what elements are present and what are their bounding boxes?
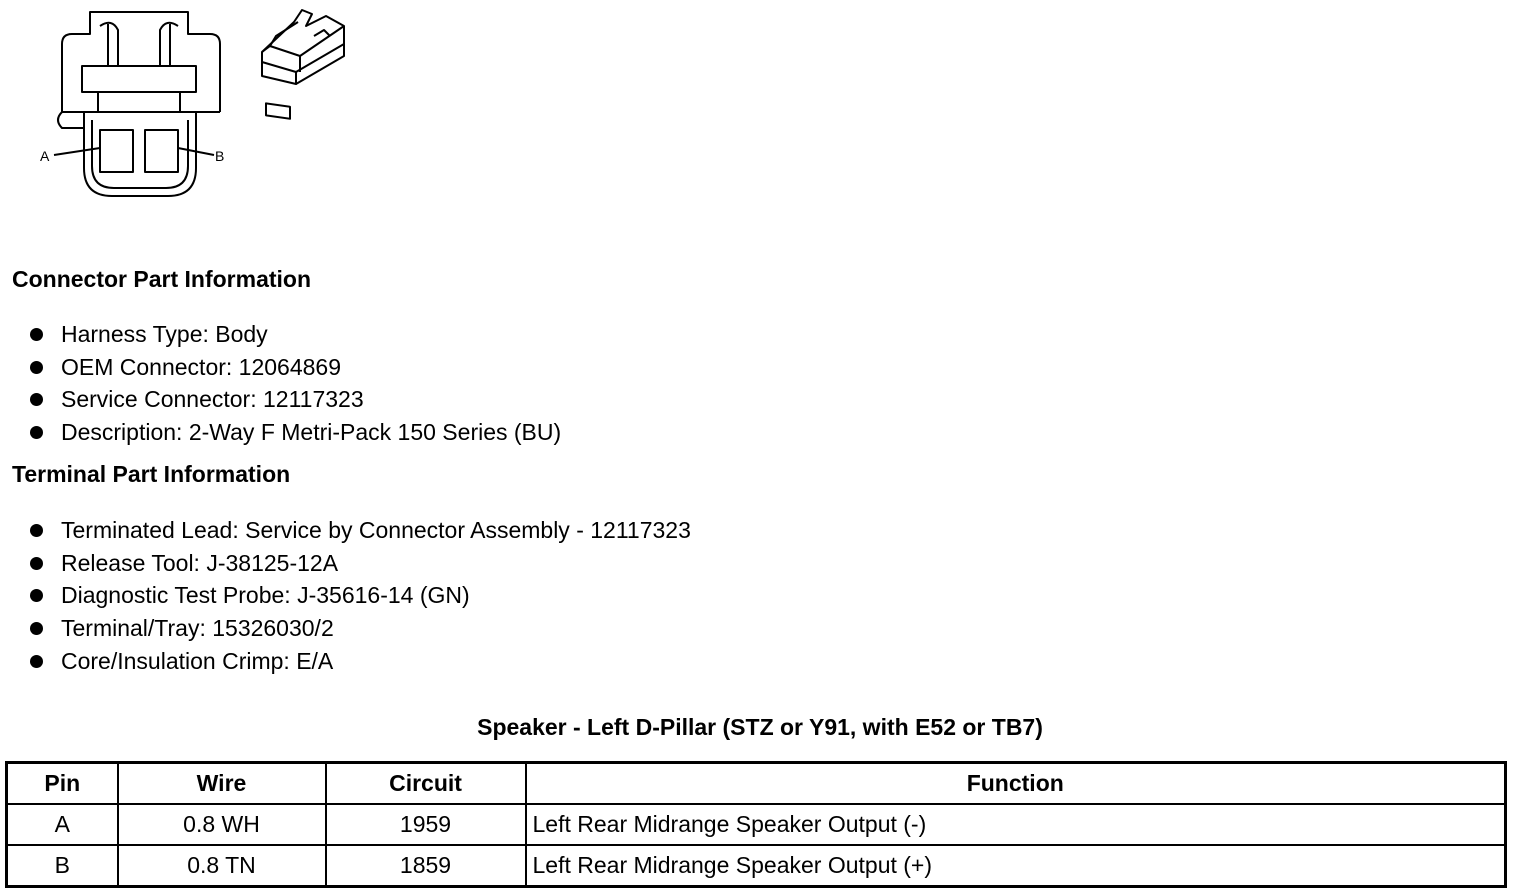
list-item xyxy=(0,579,691,612)
table-row xyxy=(7,804,1506,845)
cell-pin: B xyxy=(7,845,118,887)
connector-section-heading: Connector Part Information xyxy=(12,266,312,292)
table-header-row xyxy=(7,763,1506,805)
list-item xyxy=(0,612,691,645)
connector-diagram xyxy=(0,0,360,205)
list-item-text: Release Tool: J-38125-12A xyxy=(61,549,339,576)
list-item xyxy=(0,383,561,416)
bullet-icon xyxy=(30,328,43,341)
table-title: Speaker - Left D-Pillar (STZ or Y91, with E52 or TB7) xyxy=(477,714,1043,740)
bullet-icon xyxy=(30,557,43,570)
list-item-text: Core/Insulation Crimp: E/A xyxy=(61,647,334,674)
cell-pin: A xyxy=(7,804,118,845)
bullet-icon xyxy=(30,393,43,406)
list-item-text: Diagnostic Test Probe: J-35616-14 (GN) xyxy=(61,582,470,609)
list-item xyxy=(0,416,561,449)
list-item xyxy=(0,645,691,678)
bullet-icon xyxy=(30,361,43,374)
cell-circuit: 1859 xyxy=(326,845,526,887)
header-circuit: Circuit xyxy=(326,763,526,805)
list-item-text: Description: 2-Way F Metri-Pack 150 Series (BU) xyxy=(61,419,562,446)
cell-circuit: 1959 xyxy=(326,804,526,845)
cell-wire: 0.8 TN xyxy=(118,845,326,887)
list-item xyxy=(0,318,561,351)
connector-side-view xyxy=(262,10,344,119)
list-item-text: Harness Type: Body xyxy=(61,321,268,347)
bullet-icon xyxy=(30,426,43,439)
bullet-icon xyxy=(30,622,43,635)
list-item xyxy=(0,514,691,547)
terminal-section-heading: Terminal Part Information xyxy=(12,461,291,487)
cell-function: Left Rear Midrange Speaker Output (-) xyxy=(526,804,1506,845)
list-item-text: OEM Connector: 12064869 xyxy=(61,353,342,380)
bullet-icon xyxy=(30,655,43,668)
pinout-table xyxy=(5,761,1507,888)
terminal-info-list xyxy=(0,514,691,677)
pin-b-callout: B xyxy=(215,148,225,164)
bullet-icon xyxy=(30,524,43,537)
table-row xyxy=(7,845,1506,887)
connector-info-list xyxy=(0,318,561,449)
header-function: Function xyxy=(526,763,1506,805)
list-item xyxy=(0,547,691,580)
list-item-text: Terminated Lead: Service by Connector Assembly - 12117323 xyxy=(61,517,691,543)
cell-wire: 0.8 WH xyxy=(118,804,326,845)
connector-front-view xyxy=(54,12,220,196)
list-item-text: Terminal/Tray: 15326030/2 xyxy=(61,615,334,642)
header-wire: Wire xyxy=(118,763,326,805)
pin-a-callout: A xyxy=(40,148,50,164)
bullet-icon xyxy=(30,589,43,602)
header-pin: Pin xyxy=(7,763,118,805)
cell-function: Left Rear Midrange Speaker Output (+) xyxy=(526,845,1506,887)
list-item-text: Service Connector: 12117323 xyxy=(61,386,364,413)
list-item xyxy=(0,351,561,384)
